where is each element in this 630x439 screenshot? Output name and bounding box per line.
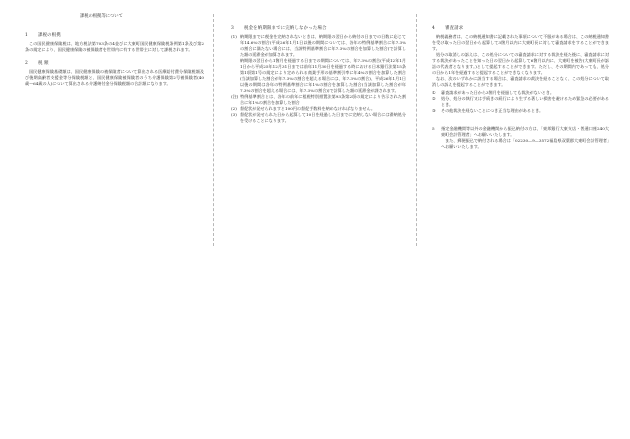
item-text: 処分、処分の執行又は手続きの続行により生ずる著しい損害を避けるため緊急の必要があるとき。 [441,96,609,107]
document-title: 課税の根拠等について [80,14,123,19]
item-label: ① [432,90,436,95]
list-item [432,96,609,108]
column-middle [228,12,406,130]
column-divider [213,14,214,246]
item-text: 督促状が発せられた日から起算して10日を経過した日までに完納しない場合には滞納処分を受けることになります。 [240,112,406,123]
list-item [231,94,406,106]
section-body: 処分の取消しの訴えは、この処分についての審査請求に対する裁決を経た後に、審査請求に対する裁決があったことを知った日の翌日から起算して6箇月以内に、大東町を被告(大東町長が訴訟の代表者となります。)として提起することができます。ただし、その期間内であっても、処分の日から1年を経過すると提起することができなくなります。 [432,52,609,75]
section-heading [432,26,609,32]
item-text: 納期限までに税金を完納されないときは、納期限の翌日から納付の日までの日数に応じて年14.6%の割合(平成26年1月1日以後の期間については、各年の特例基準割合に年7.3%の割合に満たない場合には、当該特例基準割合に年7.3%の割合を加算した割合)で計算した額の延滞金が加算されます。 [240,34,406,57]
section-heading [231,26,406,32]
list-item [231,112,406,124]
item-text: その他裁決を経ないことにつき正当な理由があるとき。 [441,108,544,113]
item-label: ② [432,96,436,101]
section-late-payment [228,26,406,124]
section-body: この国民健康保険税は、地方税法第703条の4並びに大東町国民健康保険税条例第1条及び第2条の規定により、国民健康保険の被保険者を世帯内に有する世帯主に対して課税されます。 [25,41,204,52]
section-number: 1 [25,33,28,38]
column-right [429,12,609,158]
section-body: 国民健康保険基礎額は、国民健康保険の被保険者について算出される医療給付費分保険税額及び後期高齢者支援金等分保険税額と、国民健康保険被保険者のうち介護保険第2号被保険者(40歳〜64歳の人)について算出される介護納付金分保険税額の合計額になります。 [25,69,204,86]
section-body: また、郵便振込で納付される場合は「02230—9—3572福島県双葉郡大東町会計管理者」へお願いいたします。 [441,138,609,149]
item-label: (3) [231,112,237,117]
item-text: 特例基準割合とは、各年の前年に租税特別措置法第93条第2項の規定により告示された割合に年1%の割合を加算した割合 [240,94,406,105]
section-title: 税 額 [38,61,49,66]
section-body: なお、次のいずれかに該当する場合は、審査請求の裁決を経ることなく、この処分について取消しの訴えを提起することができます。 [432,76,609,87]
section-number: 3 [231,26,234,31]
list-item [231,34,406,58]
list-item [231,58,406,94]
section-body: 納税義務者は、この納税通知書に記載された事項について不服がある場合は、この納税通知書を受け取った日の翌日から起算して3箇月以内に大東町長に対して審査請求をすることができます。 [432,34,609,51]
item-text: 納期限の翌日から1箇月を経過する日までの期間については、年7.3%の割合(平成12年1月1日から平成25年12月31日までは前年11月30日を経過する時における日本銀行法第15条第1項第1号の規定により定められる商業手形の基準割引率に年4%の割合を加算した割合(当該加算した割合が年7.3%の割合を超える場合には、年7.3%の割合)、平成26年1月1日以後の期間は各年の特例基準割合に年1%の割合を加算した割合(当該加算した割合が年7.3%の割合を超える場合には、年7.3%の割合))で計算した額の延滞金が課されます。 [240,58,406,93]
list-item [432,108,609,114]
list-item [432,126,609,138]
column-left [22,12,204,95]
item-label: (1) [231,34,237,39]
section-number: 4 [432,26,435,31]
column-divider [416,14,417,246]
item-text: 督促状が発せられますと100円の督促手数料を納めなければなりません。 [240,106,375,111]
item-text: 審査請求があった日から3箇月を経過しても裁決がないとき。 [441,90,554,95]
section-number: 2 [25,61,28,66]
section-heading [25,33,204,39]
item-label: ③ [432,108,436,113]
section-appeal [429,26,609,114]
item-label: (2) [231,106,237,111]
item-label: (注) [231,94,239,99]
section-title: 税金を納期限までに完納しなかった場合 [244,26,327,31]
section-bank-transfer [429,126,609,150]
item-text: 指定金融機関等以外の金融機関から振込納付の方は、「東邦銀行大東支店・普通口座240大東町会計管理者」へお願いいたします。 [441,126,609,137]
section-tax-basis [22,33,204,53]
section-heading [25,61,204,67]
section-title: 課税の根拠 [38,33,61,38]
section-tax-amount [22,61,204,87]
section-number: 5 [432,126,435,131]
section-title: 審査請求 [445,26,464,31]
